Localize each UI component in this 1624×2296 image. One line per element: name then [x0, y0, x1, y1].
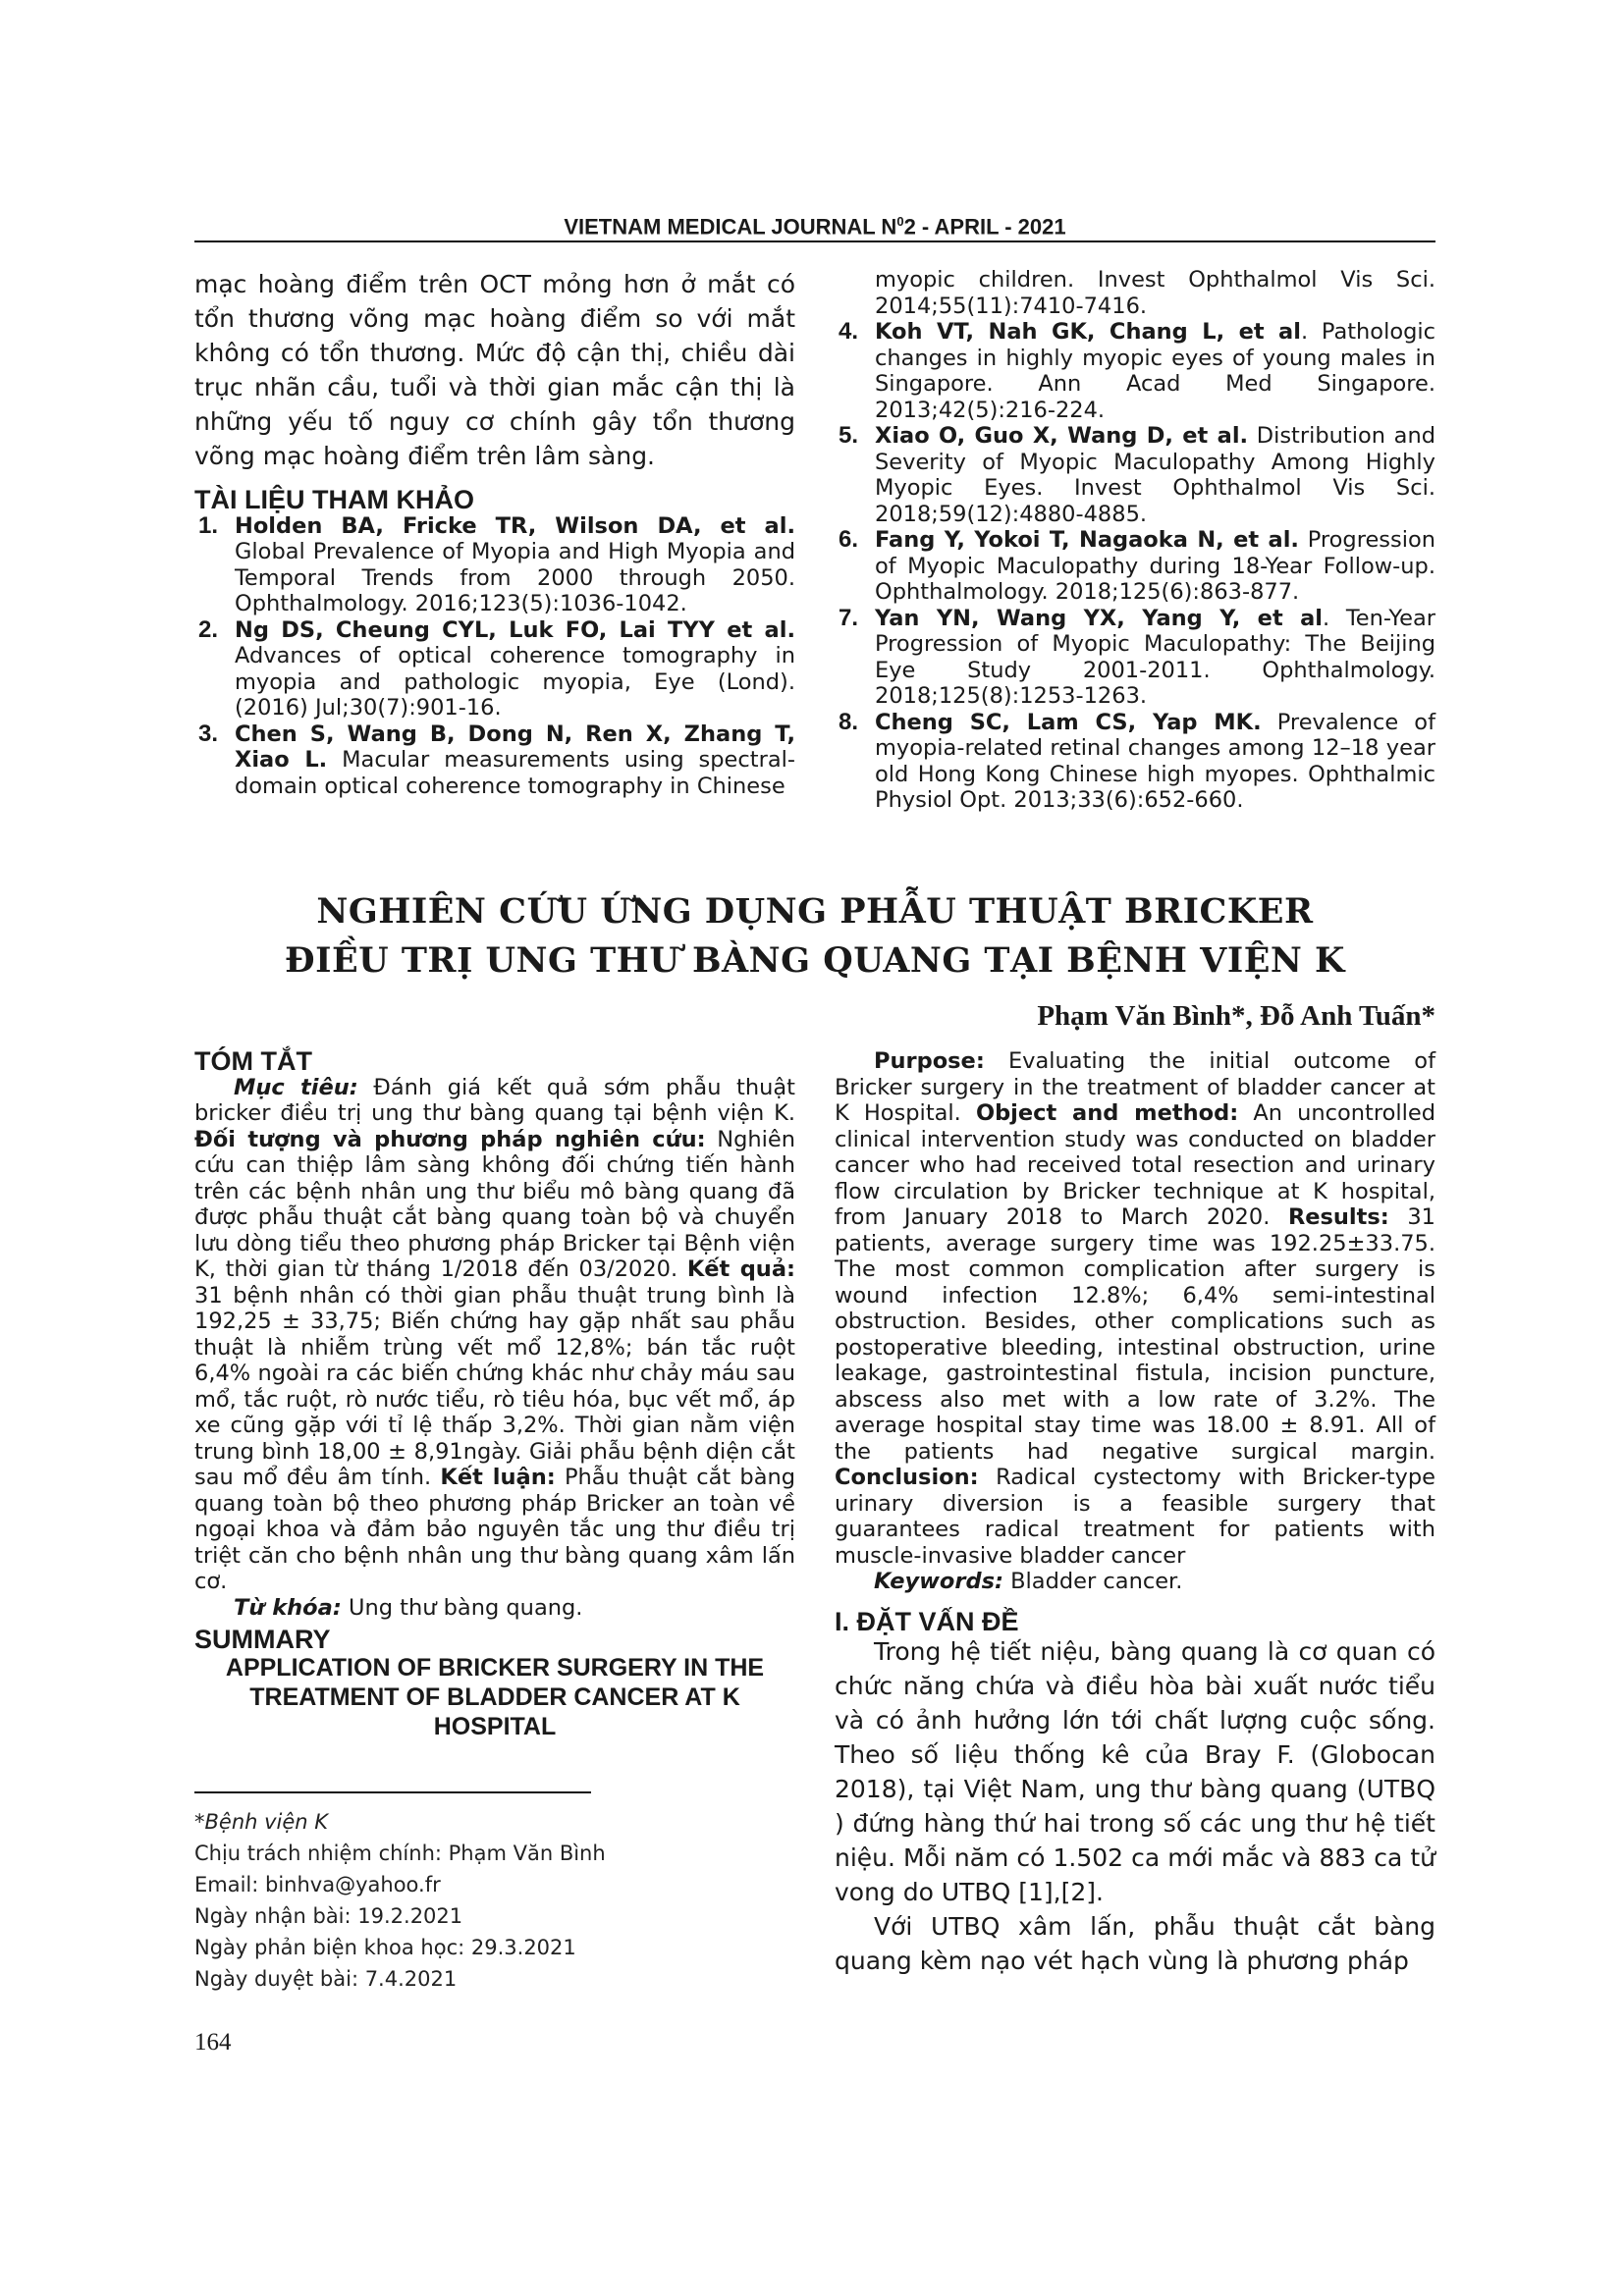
- footnote-rule: [194, 1791, 591, 1793]
- header-rule: [194, 240, 1435, 242]
- reference-item: 4. Koh VT, Nah GK, Chang L, et al. Pathologic changes in highly myopic eyes of young males in Singapore. Ann Acad Med Singapore. 2013;42(5):216-224.: [839, 318, 1435, 423]
- reference-item: 7. Yan YN, Wang YX, Yang Y, et al. Ten-Year Progression of Myopic Maculopathy: The Beijing Eye Study 2001-2011. Ophthalmology. 2018;125(8):1253-1263.: [839, 604, 1435, 709]
- article-title-line2: ĐIỀU TRỊ UNG THƯ BÀNG QUANG TẠI BỆNH VIỆN K: [285, 940, 1345, 981]
- footnote-email: Email: binhva@yahoo.fr: [194, 1873, 441, 1896]
- intro-heading: I. ĐẶT VẤN ĐỀ: [835, 1606, 1019, 1636]
- keywords-en: Keywords: Bladder cancer.: [874, 1569, 1183, 1594]
- footnote-responsible: Chịu trách nhiệm chính: Phạm Văn Bình: [194, 1842, 606, 1865]
- prev-closing-paragraph: mạc hoàng điểm trên OCT mỏng hơn ở mắt có tổn thương võng mạc hoàng điểm so với mắt không có tổn thương. Mức độ cận thị, chiều dài trục nhãn cầu, tuổi và thời gian mắc cận thị là những yếu tố nguy cơ chính gây tổn thương võng mạc hoàng điểm trên lâm sàng.: [194, 270, 795, 470]
- footnote-approved: Ngày duyệt bài: 7.4.2021: [194, 1967, 458, 1991]
- intro-paragraph-2: Với UTBQ xâm lấn, phẫu thuật cắt bàng quang kèm nạo vét hạch vùng là phương pháp: [835, 1912, 1435, 1975]
- footnote-received: Ngày nhận bài: 19.2.2021: [194, 1904, 463, 1928]
- article-title-line1: NGHIÊN CỨU ỨNG DỤNG PHẪU THUẬT BRICKER: [316, 891, 1314, 932]
- reference-item: 8. Cheng SC, Lam CS, Yap MK. Prevalence of myopia-related retinal changes among 12–18 year old Hong Kong Chinese high myopes. Ophthalmic Physiol Opt. 2013;33(6):652-660.: [839, 708, 1435, 813]
- abstract-heading: TÓM TẮT: [194, 1046, 312, 1076]
- journal-name: VIETNAM MEDICAL JOURNAL N: [564, 214, 897, 240]
- article-authors: Phạm Văn Bình*, Đỗ Anh Tuấn*: [1037, 1000, 1435, 1032]
- abstract-left-column: [194, 1048, 795, 1741]
- references-list-right: [835, 267, 1435, 814]
- abstract-en: Purpose: Evaluating the initial outcome of Bricker surgery in the treatment of bladder cancer at K Hospital. Object and method: An uncontrolled clinical intervention study was conducted on bladder cancer who had received total resection and urinary flow circulation by Bricker technique at K hospital, from January 2018 to March 2020. Results: 31 patients, average surgery time was 192.25±33.75. The most common complication after surgery is wound infection 12.8%; 6,4% semi-intestinal obstruction. Besides, other complications such as postoperative bleeding, intestinal obstruction, urine leakage, gastrointestinal fistula, incision puncture, abscess also met with a low rate of 3.2%. The average hospital stay time was 18.00 ± 8.91. All of the patients had negative surgical margin. Conclusion: Radical cystectomy with Bricker-type urinary diversion is a feasible surgery that guarantees radical treatment for patients with muscle-invasive bladder cancer: [835, 1048, 1435, 1569]
- prev-right-column: [835, 267, 1435, 814]
- running-header: [194, 214, 1435, 240]
- reference-item: 6. Fang Y, Yokoi T, Nagaoka N, et al. Progression of Myopic Maculopathy during 18-Year Follow-up. Ophthalmology. 2018;125(6):863-877.: [839, 526, 1436, 605]
- keywords-vn: Từ khóa: Ung thư bàng quang.: [234, 1594, 583, 1621]
- reference-item-continued: myopic children. Invest Ophthalmol Vis Sci. 2014;55(11):7410-7416.: [875, 267, 1435, 319]
- reference-item: 1. Holden BA, Fricke TR, Wilson DA, et al. Global Prevalence of Myopia and High Myopia and Temporal Trends from 2000 through 2050. Ophthalmology. 2016;123(5):1036-1042.: [198, 511, 795, 616]
- page-number: 164: [194, 2029, 232, 2056]
- abstract-right-column: [835, 1048, 1435, 1978]
- references-list-left: [194, 513, 795, 800]
- journal-issue: 2 - APRIL - 2021: [903, 214, 1066, 240]
- references-heading: TÀI LIỆU THAM KHẢO: [194, 485, 474, 514]
- summary-heading: SUMMARY: [194, 1625, 331, 1654]
- footnote-reviewed: Ngày phản biện khoa học: 29.3.2021: [194, 1936, 576, 1959]
- reference-item: 5. Xiao O, Guo X, Wang D, et al. Distribution and Severity of Myopic Maculopathy Among Highly Myopic Eyes. Invest Ophthalmol Vis Sci. 2018;59(12):4880-4885.: [839, 422, 1435, 527]
- intro-paragraph-1: Trong hệ tiết niệu, bàng quang là cơ quan có chức năng chứa và điều hòa bài xuất nước tiểu và có ảnh hưởng lớn tới chất lượng cuộc sống. Theo số liệu thống kê của Bray F. (Globocan 2018), tại Việt Nam, ung thư bàng quang (UTBQ ) đứng hàng thứ hai trong số các ung thư hệ tiết niệu. Mỗi năm có 1.502 ca mới mắc và 883 ca tử vong do UTBQ [1],[2].: [835, 1637, 1435, 1906]
- footnote: [194, 1806, 606, 1995]
- reference-item: 2. Ng DS, Cheung CYL, Luk FO, Lai TYY et al. Advances of optical coherence tomography in myopia and pathologic myopia, Eye (Lond). (2016) Jul;30(7):901-16.: [198, 615, 795, 721]
- journal-number-sup: 0: [896, 214, 904, 229]
- reference-item: 3. Chen S, Wang B, Dong N, Ren X, Zhang T, Xiao L. Macular measurements using spectral-domain optical coherence tomography in Chinese: [198, 720, 795, 799]
- abstract-vn: Mục tiêu: Đánh giá kết quả sớm phẫu thuật bricker điều trị ung thư bàng quang tại bệnh viện K. Đối tượng và phương pháp nghiên cứu: Nghiên cứu can thiệp lâm sàng không đối chứng tiến hành trên các bệnh nhân ung thư biểu mô bàng quang đã được phẫu thuật cắt bàng quang toàn bộ và chuyển lưu dòng tiểu theo phương pháp Bricker tại Bệnh viện K, thời gian từ tháng 1/2018 đến 03/2020. Kết quả: 31 bệnh nhân có thời gian phẫu thuật trung bình là 192,25 ± 33,75; Biến chứng hay gặp nhất sau phẫu thuật là nhiễm trùng vết mổ 12,8%; bán tắc ruột 6,4% ngoài ra các biến chứng khác như chảy máu sau mổ, tắc ruột, rò nước tiểu, rò tiêu hóa, bục vết mổ, áp xe cũng gặp với tỉ lệ thấp 3,2%. Thời gian nằm viện trung bình 18,00 ± 8,91ngày. Giải phẫu bệnh diện cắt sau mổ đều âm tính. Kết luận: Phẫu thuật cắt bàng quang toàn bộ theo phương pháp Bricker an toàn về ngoại khoa và đảm bảo nguyên tắc ung thư điều trị triệt căn cho bệnh nhân ung thư bàng quang xâm lấn cơ.: [194, 1074, 796, 1594]
- footnote-affiliation: *Bệnh viện K: [194, 1810, 329, 1834]
- prev-left-column: [194, 267, 795, 799]
- summary-title: APPLICATION OF BRICKER SURGERY IN THE TREATMENT OF BLADDER CANCER AT K HOSPITAL: [225, 1653, 765, 1740]
